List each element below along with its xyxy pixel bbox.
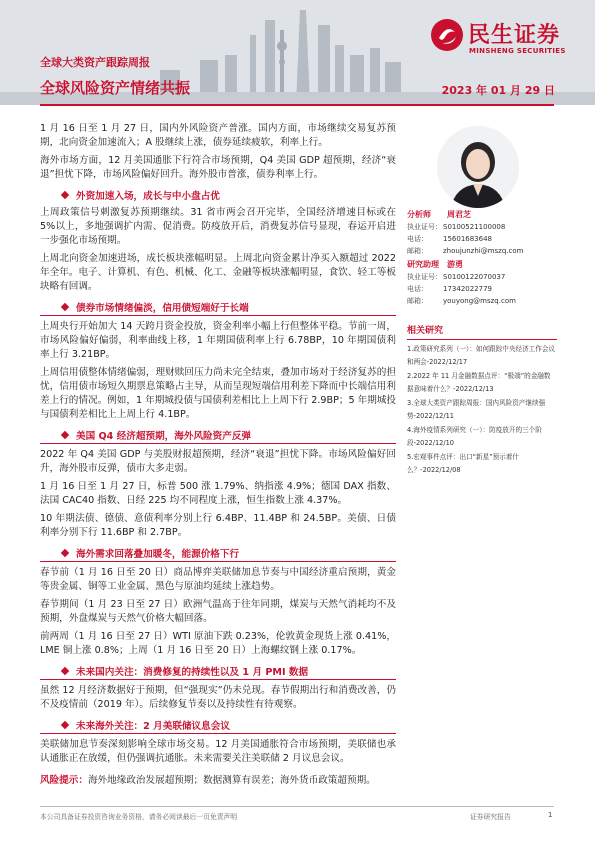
logo-text-en: MINSHENG SECURITIES bbox=[469, 47, 566, 55]
bullet-diamond-icon bbox=[61, 721, 69, 729]
bullet-diamond-icon bbox=[61, 191, 69, 199]
commodity-paragraph-1: 春节前（1 月 16 日至 20 日）商品博弈美联储加息节奏与中国经济重启预期，黄金等贵金属、铜等工业金属、黑色与原油均延续上涨趋势。 bbox=[40, 567, 396, 592]
cert-label: 执业证号： bbox=[407, 223, 442, 231]
risk-text: 海外地缘政治发展超预期；数据测算有误差；海外货币政策超预期。 bbox=[87, 775, 376, 786]
logo-text-cn: 民生证券 bbox=[468, 23, 561, 48]
bond-paragraph-1: 上周央行开始加大 14 天跨月资金投放，资金利率小幅上行但整体平稳。节前一周，市场风险偏好偏弱，利率曲线上移，1 年期国债利率上行 6.78BP，10 年期国债利率上行 3.21BP。 bbox=[40, 321, 396, 360]
report-title: 全球风险资产情绪共振 bbox=[40, 79, 191, 97]
overseas-outlook-paragraph: 美联储加息节奏深刻影响全球市场交易。12 月美国通胀符合市场预期，美联储也承认通胀正在放缓，但仍强调抗通胀。未来需要关注美联储 2 月议息会议。 bbox=[40, 739, 396, 764]
analyst-email[interactable]: youyong@mszq.com bbox=[443, 297, 516, 305]
analyst-photo bbox=[437, 126, 519, 208]
analyst-phone: 17342022779 bbox=[443, 285, 492, 293]
equity-paragraph-2: 上周北向资金加速进场，成长板块涨幅明显。上周北向资金累计净买入额超过 2022 年全年。电子、计算机、有色、机械、化工、金融等板块涨幅明显，食饮、轻工等板块略有回调。 bbox=[40, 253, 396, 292]
section-heading-equity: 外资加速入场，成长与中小盘占优 bbox=[40, 188, 396, 202]
us-paragraph-2: 1 月 16 日至 1 月 27 日，标普 500 涨 1.79%、纳指涨 4.9%；德国 DAX 指数、法国 CAC40 指数、日经 225 均不同程度上涨，恒生指数上涨 4.37%。 bbox=[40, 481, 396, 506]
email-label: 邮箱： bbox=[407, 247, 428, 255]
cert-label: 执业证号： bbox=[407, 273, 442, 281]
bullet-diamond-icon bbox=[61, 667, 69, 675]
related-research-item[interactable]: 5.宏观事件点评：出口“新星”预示着什么？-2022/12/08 bbox=[407, 453, 520, 475]
footer-disclaimer: 本公司具备证券投资咨询业务资格，请务必阅读最后一页免责声明 bbox=[40, 813, 238, 821]
bullet-diamond-icon bbox=[61, 549, 69, 557]
bond-paragraph-2: 上周信用债整体情绪偏弱，理财赎回压力尚未完全结束，叠加市场对于经济复苏的担忧，信用债市场短久期票息策略占主导，从而呈现短端信用利差下降而中长端信用利差上行的情况。例如，1 年期城投债与国债利差相比上上周下行 2.9BP；5 年期城投与国债利差相比上上周上行 4.1BP。 bbox=[40, 367, 396, 420]
report-series: 全球大类资产跟踪周报 bbox=[40, 56, 150, 69]
analyst-role: 研究助理 bbox=[407, 260, 439, 269]
section-heading-overseas-outlook: 未来海外关注：2 月美联储议息会议 bbox=[40, 718, 396, 734]
email-label: 邮箱： bbox=[407, 297, 428, 305]
analyst-name: 周君芝 bbox=[447, 210, 471, 219]
footer-report-type: 证券研究报告 bbox=[470, 813, 511, 821]
commodity-paragraph-3: 前两周（1 月 16 日至 27 日）WTI 原油下跌 0.23%，伦敦黄金现货上涨 0.41%，LME 铜上涨 0.8%；上周（1 月 16 日至 20 日）上海螺纹钢上涨 0.17%。 bbox=[40, 631, 396, 656]
intro-paragraph-overseas: 海外市场方面，12 月美国通胀下行符合市场预期，Q4 美国 GDP 超预期，经济“衰退”担忧下降，市场风险偏好回升。海外股市普涨，债券利率上行。 bbox=[40, 155, 396, 180]
section-heading-us: 美国 Q4 经济超预期，海外风险资产反弹 bbox=[40, 428, 396, 444]
footer-divider bbox=[40, 806, 554, 807]
page-number: 1 bbox=[548, 811, 553, 819]
equity-paragraph-1: 上周政策信号刺激复苏预期继续。31 省市两会召开完毕，全国经济增速目标或在 5%以上，多地强调扩内需、促消费。防疫放开后，消费复苏信号显现，春运开启进一步强化市场预期。 bbox=[40, 207, 396, 246]
section-heading-bond: 债券市场情绪偏淡，信用债短端好于长端 bbox=[40, 300, 396, 316]
analyst-role: 分析师 bbox=[407, 210, 431, 219]
domestic-outlook-paragraph: 虽然 12 月经济数据好于预期，但“强现实”仍未兑现。春节假期出行和消费改善，仍不及疫情前（2019 年）。后续修复节奏以及持续性有待观察。 bbox=[40, 685, 396, 710]
analyst-cert: S0100521100008 bbox=[443, 223, 506, 231]
bullet-diamond-icon bbox=[61, 431, 69, 439]
analyst-phone: 15601683648 bbox=[443, 235, 492, 243]
analyst-cert: S0100122070037 bbox=[443, 273, 506, 281]
phone-label: 电话： bbox=[407, 235, 428, 243]
bullet-diamond-icon bbox=[61, 303, 69, 311]
risk-warning bbox=[40, 774, 396, 788]
minsheng-logo bbox=[430, 18, 580, 62]
section-heading-domestic-outlook: 未来国内关注：消费修复的持续性以及 1 月 PMI 数据 bbox=[40, 664, 396, 680]
risk-label: 风险提示： bbox=[40, 775, 88, 786]
section-heading-commodity: 海外需求回落叠加暖冬，能源价格下行 bbox=[40, 546, 396, 562]
analyst-card-2 bbox=[407, 259, 557, 307]
related-research-list bbox=[407, 343, 557, 478]
report-date: 2023 年 01 月 29 日 bbox=[441, 84, 555, 97]
analyst-name: 游勇 bbox=[447, 260, 463, 269]
us-paragraph-3: 10 年期法债、德债、意债利率分别上行 6.4BP、11.4BP 和 24.5BP。美债、日债利率分别下行 11.6BP 和 2.7BP。 bbox=[40, 513, 396, 538]
analyst-card-1 bbox=[407, 209, 557, 257]
related-research-item[interactable]: 2.2022 年 11 月金融数据点评：“极端”的金融数据意味着什么？-2022/12/13 bbox=[407, 372, 551, 393]
us-paragraph-1: 2022 年 Q4 美国 GDP 与美股财报超预期，经济“衰退”担忧下降。市场风险偏好回升，海外股市反弹，债市大多走弱。 bbox=[40, 449, 396, 474]
intro-paragraph-domestic: 1 月 16 日至 1 月 27 日，国内外风险资产普涨。国内方面，市场继续交易复苏预期，北向资金加速流入；A 股继续上涨，债券延续疲软，利率上行。 bbox=[40, 123, 396, 148]
related-research-title: 相关研究 bbox=[407, 323, 557, 340]
commodity-paragraph-2: 春节期间（1 月 23 日至 27 日）欧洲气温高于往年同期，煤炭与天然气消耗均不及预期，外盘煤炭与天然气价格大幅回落。 bbox=[40, 599, 396, 624]
analyst-portrait-image bbox=[437, 126, 519, 208]
related-research-item[interactable]: 4.海外疫情系列研究（一）：防疫放开的三个阶段-2022/12/10 bbox=[407, 426, 542, 448]
analyst-email[interactable]: zhoujunzhi@mszq.com bbox=[443, 247, 524, 255]
related-research-item[interactable]: 3.全球大类资产跟踪周报：国内风险资产继续强势-2022/12/11 bbox=[407, 399, 546, 420]
main-content bbox=[40, 122, 396, 788]
related-research-item[interactable]: 1.政策研究系列（一）：如何跟踪中央经济工作会议和两会-2022/12/17 bbox=[407, 345, 556, 366]
phone-label: 电话： bbox=[407, 285, 428, 293]
logo-mark-icon bbox=[430, 18, 464, 52]
header-divider bbox=[40, 104, 554, 106]
